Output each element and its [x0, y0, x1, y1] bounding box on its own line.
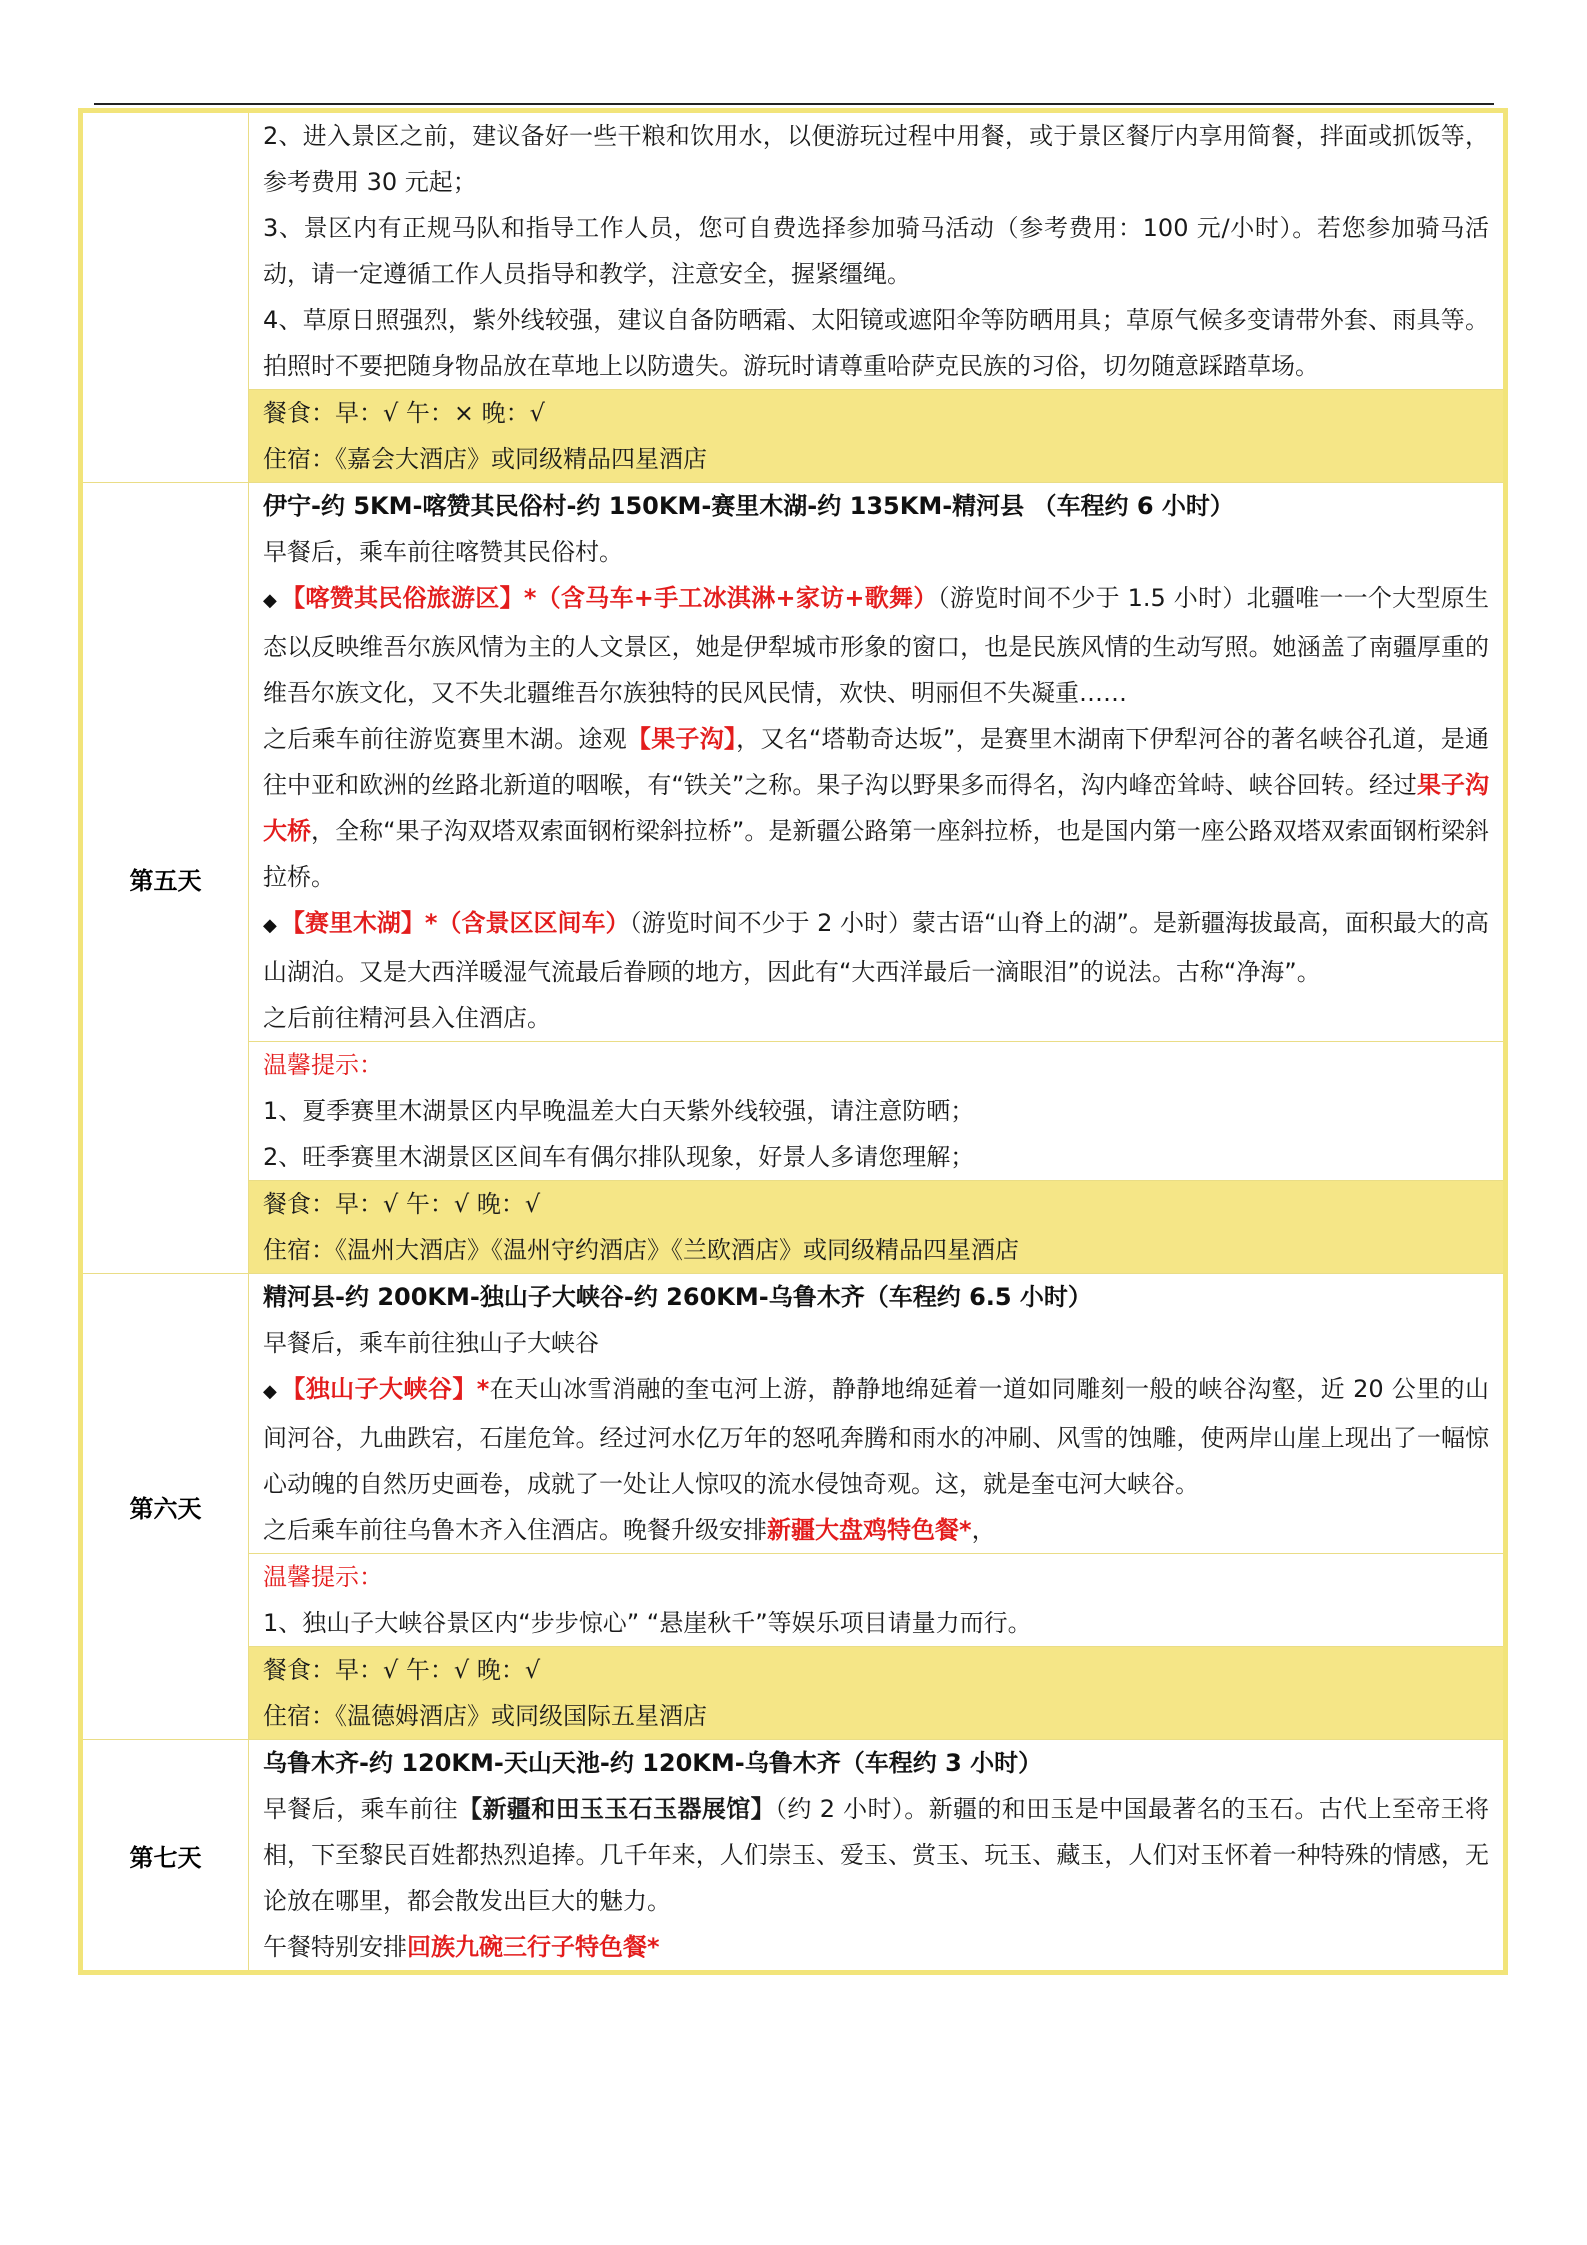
- day7-route-title: 乌鲁木齐-约 120KM-天山天池-约 120KM-乌鲁木齐（车程约 3 小时）: [263, 1749, 1043, 1777]
- day6-hotel: 住宿：《温德姆酒店》或同级国际五星酒店: [263, 1702, 707, 1730]
- day6-label: 第六天: [81, 1274, 249, 1740]
- day4-label-cell: [81, 111, 249, 483]
- day4-content-row: [81, 111, 1506, 390]
- day4-meal-cell: [249, 390, 1506, 483]
- day4-tip-3: 3、景区内有正规马队和指导工作人员，您可自费选择参加骑马活动（参考费用：100 元/小时）。若您参加骑马活动，请一定遵循工作人员指导和教学，注意安全，握紧缰绳。: [263, 214, 1489, 288]
- day6-meal-cell: [249, 1647, 1506, 1740]
- day6-tip-1: 1、独山子大峡谷景区内“步步惊心” “悬崖秋千”等娱乐项目请量力而行。: [263, 1609, 1032, 1637]
- day5-tip-1: 1、夏季赛里木湖景区内早晚温差大白天紫外线较强，请注意防晒；: [263, 1097, 975, 1125]
- day6-content-cell: [249, 1274, 1506, 1554]
- day6-tips-row: [81, 1554, 1506, 1647]
- day4-hotel: 住宿：《嘉会大酒店》或同级精品四星酒店: [263, 445, 707, 473]
- day6-route-title: 精河县-约 200KM-独山子大峡谷-约 260KM-乌鲁木齐（车程约 6.5 小时）: [263, 1283, 1092, 1311]
- day6-meal-row: [81, 1647, 1506, 1740]
- day5-tip-2: 2、旺季赛里木湖景区区间车有偶尔排队现象，好景人多请您理解；: [263, 1143, 975, 1171]
- day6-para-2: [263, 1507, 1489, 1553]
- day4-meals: 餐食：早：√ 午：× 晚：√: [263, 399, 545, 427]
- day6-tips-cell: [249, 1554, 1506, 1647]
- day7-label: 第七天: [81, 1740, 249, 1973]
- diamond-bullet-icon: ◆: [263, 1381, 278, 1402]
- day7-special-meal: 回族九碗三行子特色餐*: [407, 1933, 660, 1961]
- day6-spot-1-name: 【独山子大峡谷】*: [281, 1375, 490, 1403]
- day5-tip-heading: 温馨提示：: [263, 1051, 383, 1079]
- itinerary-table: [78, 108, 1508, 1975]
- day6-spot-1-text: 在天山冰雪消融的奎屯河上游，静静地绵延着一道如同雕刻一般的峡谷沟壑，近 20 公里的山间河谷，九曲跌宕，石崖危耸。经过河水亿万年的怒吼奔腾和雨水的冲刷、风雪的蚀雕，使两岸山崖上现出了一幅惊心动魄的自然历史画卷，成就了一处让人惊叹的流水侵蚀奇观。这，就是奎屯河大峡谷。: [263, 1375, 1489, 1498]
- day5-tips-row: [81, 1042, 1506, 1181]
- day6-para-2-b: ，: [971, 1516, 996, 1544]
- day5-para-2-b: ，又名“塔勒奇达坂”，是赛里木湖南下伊犁河谷的著名峡谷孔道，是通往中亚和欧洲的丝路北新道的咽喉，有“铁关”之称。果子沟以野果多而得名，沟内峰峦耸峙、峡谷回转。经过: [263, 725, 1489, 799]
- day4-meal-row: [81, 390, 1506, 483]
- day5-spot-1-text: （游览时间不少于 1.5 小时）北疆唯一一个大型原生态以反映维吾尔族风情为主的人文景区，她是伊犁城市形象的窗口，也是民族风情的生动写照。她涵盖了南疆厚重的维吾尔族文化，又不失北疆维吾尔族独特的民风民情，欢快、明丽但不失凝重……: [263, 584, 1489, 707]
- day5-meal-cell: [249, 1181, 1506, 1274]
- day5-para-1: 早餐后，乘车前往喀赞其民俗村。: [263, 538, 623, 566]
- day7-content-row: [81, 1740, 1506, 1973]
- day6-dapanji: 新疆大盘鸡特色餐*: [767, 1516, 972, 1544]
- diamond-bullet-icon: ◆: [263, 915, 277, 936]
- day7-para-2: [263, 1924, 1489, 1970]
- day7-para-1: [263, 1786, 1489, 1924]
- header-rule: [94, 103, 1494, 105]
- day5-guozigou-bridge: 果子沟大桥: [263, 771, 1489, 845]
- day5-meals: 餐食：早：√ 午：√ 晚：√: [263, 1190, 541, 1218]
- day5-hotel: 住宿：《温州大酒店》《温州守约酒店》《兰欧酒店》或同级精品四星酒店: [263, 1236, 1019, 1264]
- day5-para-2-c: ，全称“果子沟双塔双索面钢桁梁斜拉桥”。是新疆公路第一座斜拉桥，也是国内第一座公路双塔双索面钢桁梁斜拉桥。: [263, 817, 1489, 891]
- day6-spot-1: [263, 1366, 1489, 1507]
- day5-para-3: 之后前往精河县入住酒店。: [263, 1004, 551, 1032]
- day7-para-1-b: （约 2 小时）。新疆的和田玉是中国最著名的玉石。古代上至帝王将相，下至黎民百姓都热烈追捧。几千年来，人们崇玉、爱玉、赏玉、玩玉、藏玉，人们对玉怀着一种特殊的情感，无论放在哪里，都会散发出巨大的魅力。: [263, 1795, 1490, 1915]
- day5-spot-2-text: （游览时间不少于 2 小时）蒙古语“山脊上的湖”。是新疆海拔最高，面积最大的高山湖泊。又是大西洋暖湿气流最后眷顾的地方，因此有“大西洋最后一滴眼泪”的说法。古称“净海”。: [263, 909, 1489, 986]
- day5-content-cell: [249, 483, 1506, 1042]
- day7-jade-museum: 【新疆和田玉玉石玉器展馆】: [458, 1795, 776, 1823]
- day5-content-row: [81, 483, 1506, 1042]
- day4-tip-2: 2、进入景区之前，建议备好一些干粮和饮用水，以便游玩过程中用餐，或于景区餐厅内享用简餐，拌面或抓饭等，参考费用 30 元起；: [263, 122, 1489, 196]
- day5-spot-2: [263, 900, 1489, 995]
- day5-label: 第五天: [81, 483, 249, 1274]
- day6-para-1: 早餐后，乘车前往独山子大峡谷: [263, 1329, 599, 1357]
- day5-spot-1-name: 【喀赞其民俗旅游区】*（含马车+手工冰淇淋+家访+歌舞）: [281, 584, 938, 612]
- day7-para-2-a: 午餐特别安排: [263, 1933, 407, 1961]
- day5-para-2-a: 之后乘车前往游览赛里木湖。途观: [263, 725, 627, 753]
- day6-tip-heading: 温馨提示：: [263, 1563, 383, 1591]
- day5-guozigou: 【果子沟】: [626, 725, 737, 753]
- day6-meals: 餐食：早：√ 午：√ 晚：√: [263, 1656, 541, 1684]
- day5-meal-row: [81, 1181, 1506, 1274]
- diamond-bullet-icon: ◆: [263, 590, 278, 611]
- day5-route-title: 伊宁-约 5KM-喀赞其民俗村-约 150KM-赛里木湖-约 135KM-精河县 （车程约 6 小时）: [263, 492, 1234, 520]
- day5-para-2: [263, 716, 1489, 900]
- day6-content-row: [81, 1274, 1506, 1554]
- day4-tip-4: 4、草原日照强烈，紫外线较强，建议自备防晒霜、太阳镜或遮阳伞等防晒用具；草原气候多变请带外套、雨具等。拍照时不要把随身物品放在草地上以防遗失。游玩时请尊重哈萨克民族的习俗，切勿随意踩踏草场。: [263, 306, 1489, 380]
- day4-tips-cell: [249, 111, 1506, 390]
- day5-spot-2-name: 【赛里木湖】*（含景区区间车）: [280, 909, 630, 937]
- day5-spot-1: [263, 575, 1489, 716]
- day7-content-cell: [249, 1740, 1506, 1973]
- day7-para-1-a: 早餐后，乘车前往: [263, 1795, 459, 1823]
- day6-para-2-a: 之后乘车前往乌鲁木齐入住酒店。晚餐升级安排: [263, 1516, 767, 1544]
- day5-tips-cell: [249, 1042, 1506, 1181]
